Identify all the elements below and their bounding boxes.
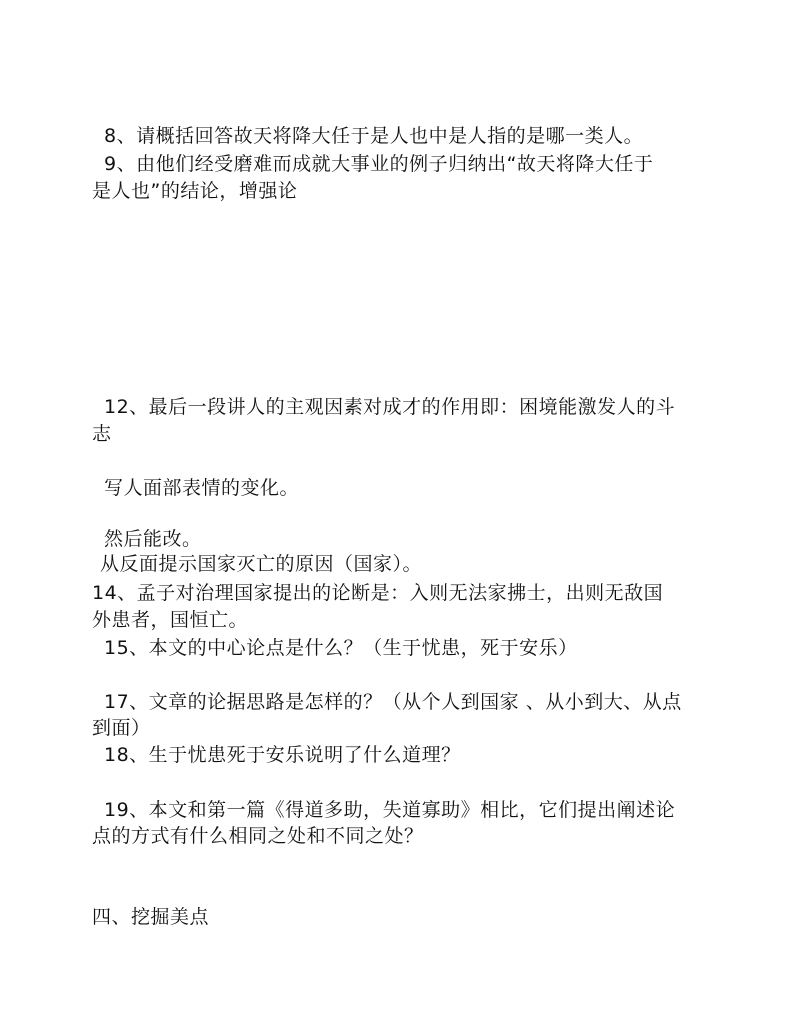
question-14-line-1: 14、孟子对治理国家提出的论断是：入则无法家拂士，出则无敌国 — [92, 582, 664, 604]
question-17-line-1: 17、文章的论据思路是怎样的？（从个人到国家 、从小到大、从点 — [104, 691, 682, 713]
question-8: 8、请概括回答故天将降大任于是人也中是人指的是哪一类人。 — [104, 125, 644, 147]
question-12-line-1: 12、最后一段讲人的主观因素对成才的作用即：困境能激发人的斗 — [104, 396, 676, 418]
question-9-line-1: 9、由他们经受磨难而成就大事业的例子归纳出“故天将降大任于 — [104, 153, 654, 175]
answer-facial-expression: 写人面部表情的变化。 — [104, 477, 300, 499]
question-17-line-2: 到面） — [92, 717, 151, 739]
section-heading-four: 四、挖掘美点 — [92, 906, 210, 928]
answer-country-perish: 从反面提示国家灭亡的原因（国家）。 — [100, 553, 423, 575]
question-14-line-2: 外患者，国恒亡。 — [92, 609, 249, 631]
question-19-line-2: 点的方式有什么相同之处和不同之处？ — [92, 825, 424, 847]
question-9-line-2: 是人也”的结论，增强论 — [92, 180, 298, 202]
question-18: 18、生于忧患死于安乐说明了什么道理？ — [104, 744, 461, 766]
question-12-line-2: 志 — [92, 423, 112, 445]
question-15: 15、本文的中心论点是什么？（生于忧患，死于安乐） — [104, 637, 578, 659]
answer-then-change: 然后能改。 — [104, 528, 202, 550]
question-19-line-1: 19、本文和第一篇《得道多助，失道寡助》相比，它们提出阐述论 — [104, 799, 676, 821]
